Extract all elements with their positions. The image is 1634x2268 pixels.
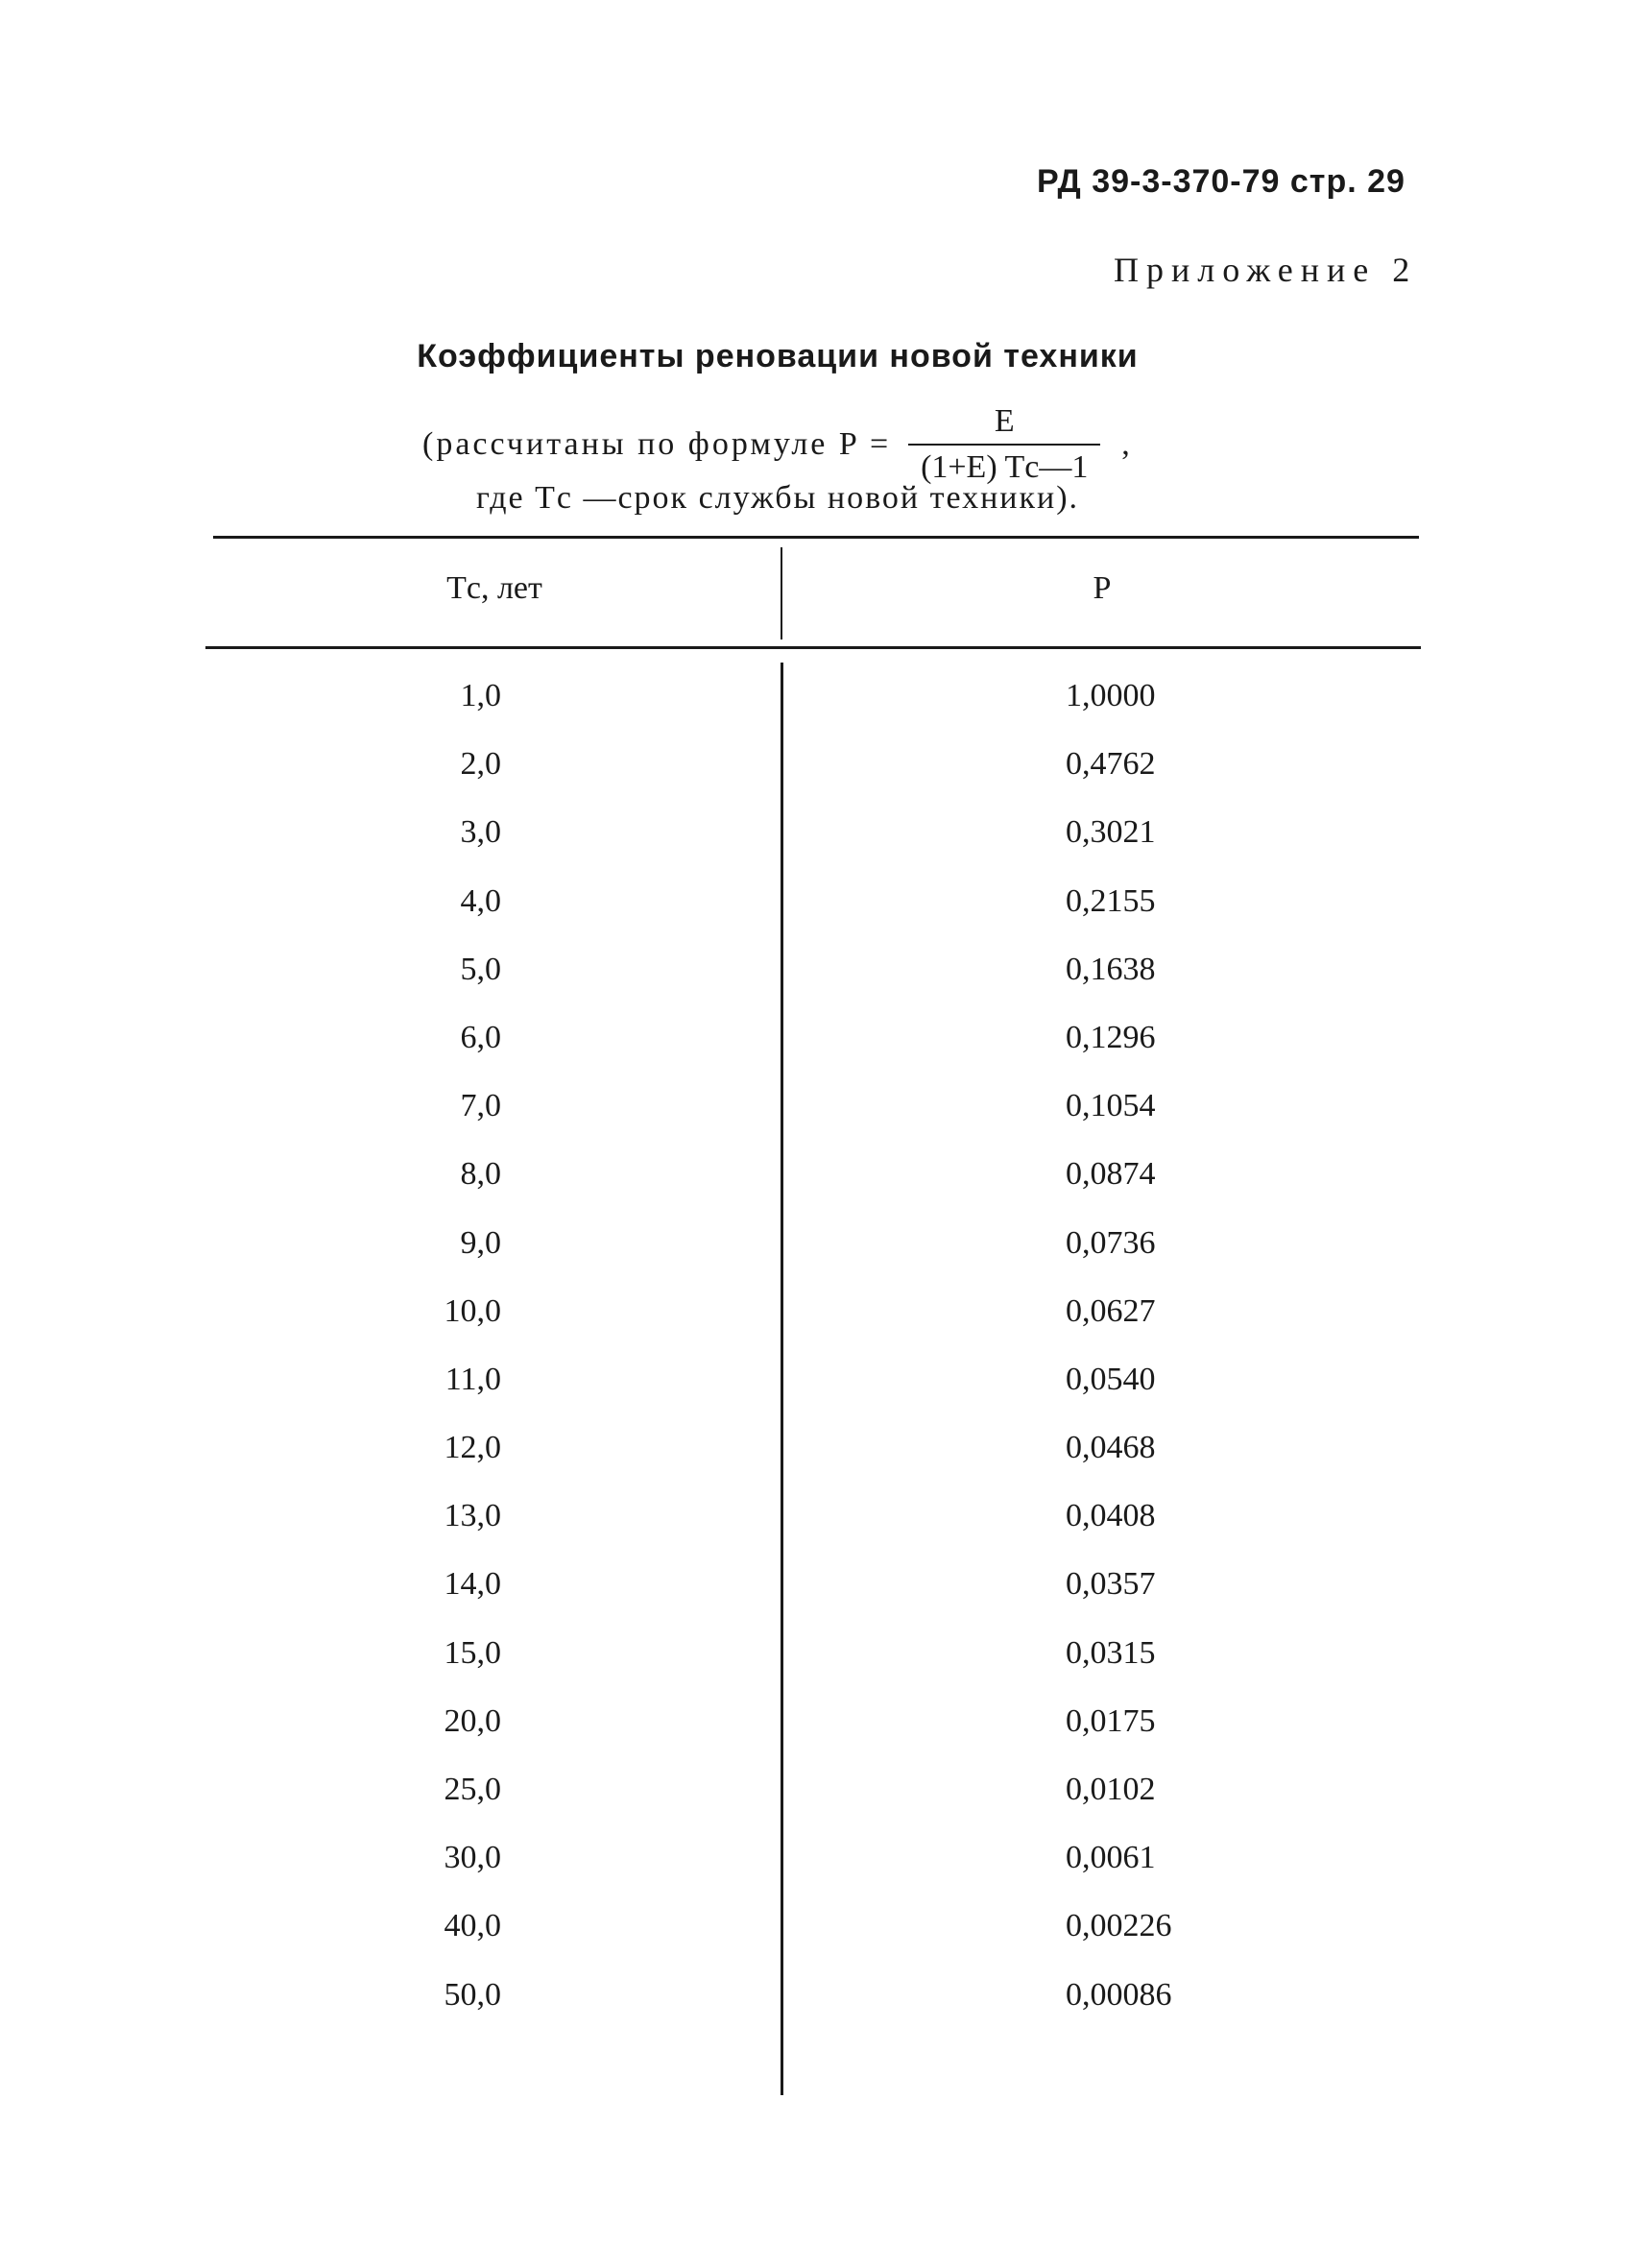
service-life-cell: 15,0	[444, 1634, 501, 1671]
table-row	[0, 1156, 1634, 1224]
service-life-cell: 8,0	[460, 1156, 501, 1193]
coefficient-cell: 0,0061	[1066, 1840, 1156, 1876]
table-top-rule	[213, 536, 1419, 539]
service-life-cell: 30,0	[444, 1840, 501, 1876]
coefficient-cell: 0,4762	[1066, 746, 1156, 783]
coefficient-cell: 0,00086	[1066, 1976, 1172, 2013]
coefficient-cell: 1,0000	[1066, 678, 1156, 713]
service-life-cell: 5,0	[460, 951, 501, 987]
coefficient-cell: 0,00226	[1066, 1908, 1172, 1944]
formula-fraction	[908, 403, 1100, 486]
table-row	[0, 1840, 1634, 1908]
formula-numerator: E	[908, 403, 1100, 446]
table-row	[0, 1772, 1634, 1840]
formula-lead-text: (рассчитаны по формуле P =	[422, 426, 892, 462]
coefficient-cell: 0,1054	[1066, 1088, 1156, 1124]
coefficient-cell: 0,0736	[1066, 1224, 1156, 1261]
table-row	[0, 746, 1634, 814]
service-life-cell: 11,0	[445, 1361, 501, 1397]
table-header-rule	[205, 646, 1421, 649]
service-life-cell: 6,0	[460, 1019, 501, 1055]
table-row	[0, 1703, 1634, 1772]
coefficient-cell: 0,0468	[1066, 1430, 1156, 1466]
table-row	[0, 1088, 1634, 1156]
appendix-label: Приложение 2	[1114, 251, 1418, 289]
table-row	[0, 1977, 1634, 2045]
service-life-cell: 1,0	[460, 678, 501, 713]
table-row	[0, 1020, 1634, 1088]
table-row	[0, 814, 1634, 882]
table-row	[0, 1566, 1634, 1634]
service-life-cell: 50,0	[444, 1976, 501, 2013]
service-life-cell: 10,0	[444, 1292, 501, 1329]
coefficient-cell: 0,0102	[1066, 1772, 1156, 1807]
coefficient-cell: 0,0315	[1066, 1634, 1156, 1671]
table-row	[0, 1293, 1634, 1362]
coefficient-cell: 0,0540	[1066, 1361, 1156, 1397]
coefficient-cell: 0,0627	[1066, 1292, 1156, 1329]
table-row	[0, 1635, 1634, 1703]
coefficient-cell: 0,1296	[1066, 1019, 1156, 1055]
coefficient-cell: 0,1638	[1066, 951, 1156, 987]
service-life-cell: 25,0	[444, 1772, 501, 1807]
table-row	[0, 883, 1634, 952]
table-row	[0, 1225, 1634, 1293]
document-reference: РД 39-3-370-79 стр. 29	[1037, 163, 1406, 200]
service-life-cell: 3,0	[460, 814, 501, 851]
formula-explanation: где Tс —срок службы новой техники).	[475, 480, 1080, 516]
formula-denominator: (1+E) Tс—1	[921, 449, 1089, 485]
table-title: Коэффициенты реновации новой техники	[417, 338, 1139, 374]
service-life-cell: 4,0	[460, 882, 501, 919]
table-row	[0, 952, 1634, 1020]
service-life-cell: 12,0	[444, 1430, 501, 1466]
table-row	[0, 678, 1634, 746]
coefficient-cell: 0,2155	[1066, 882, 1156, 919]
coefficient-cell: 0,0357	[1066, 1566, 1156, 1603]
service-life-cell: 7,0	[460, 1088, 501, 1124]
coefficient-cell: 0,0175	[1066, 1702, 1156, 1739]
service-life-cell: 13,0	[444, 1498, 501, 1534]
service-life-cell: 2,0	[460, 746, 501, 783]
service-life-cell: 40,0	[444, 1908, 501, 1944]
service-life-cell: 14,0	[444, 1566, 501, 1603]
coefficient-cell: 0,3021	[1066, 814, 1156, 851]
table-body	[0, 678, 1634, 2045]
coefficient-cell: 0,0874	[1066, 1156, 1156, 1193]
formula-trail: ,	[1121, 426, 1130, 462]
column-header-service-life: Tс, лет	[446, 570, 542, 606]
coefficient-cell: 0,0408	[1066, 1498, 1156, 1534]
service-life-cell: 20,0	[444, 1702, 501, 1739]
table-row	[0, 1498, 1634, 1566]
column-header-coefficient: P	[1093, 570, 1112, 606]
table-row	[0, 1908, 1634, 1976]
service-life-cell: 9,0	[460, 1224, 501, 1261]
table-row	[0, 1430, 1634, 1498]
table-row	[0, 1362, 1634, 1430]
